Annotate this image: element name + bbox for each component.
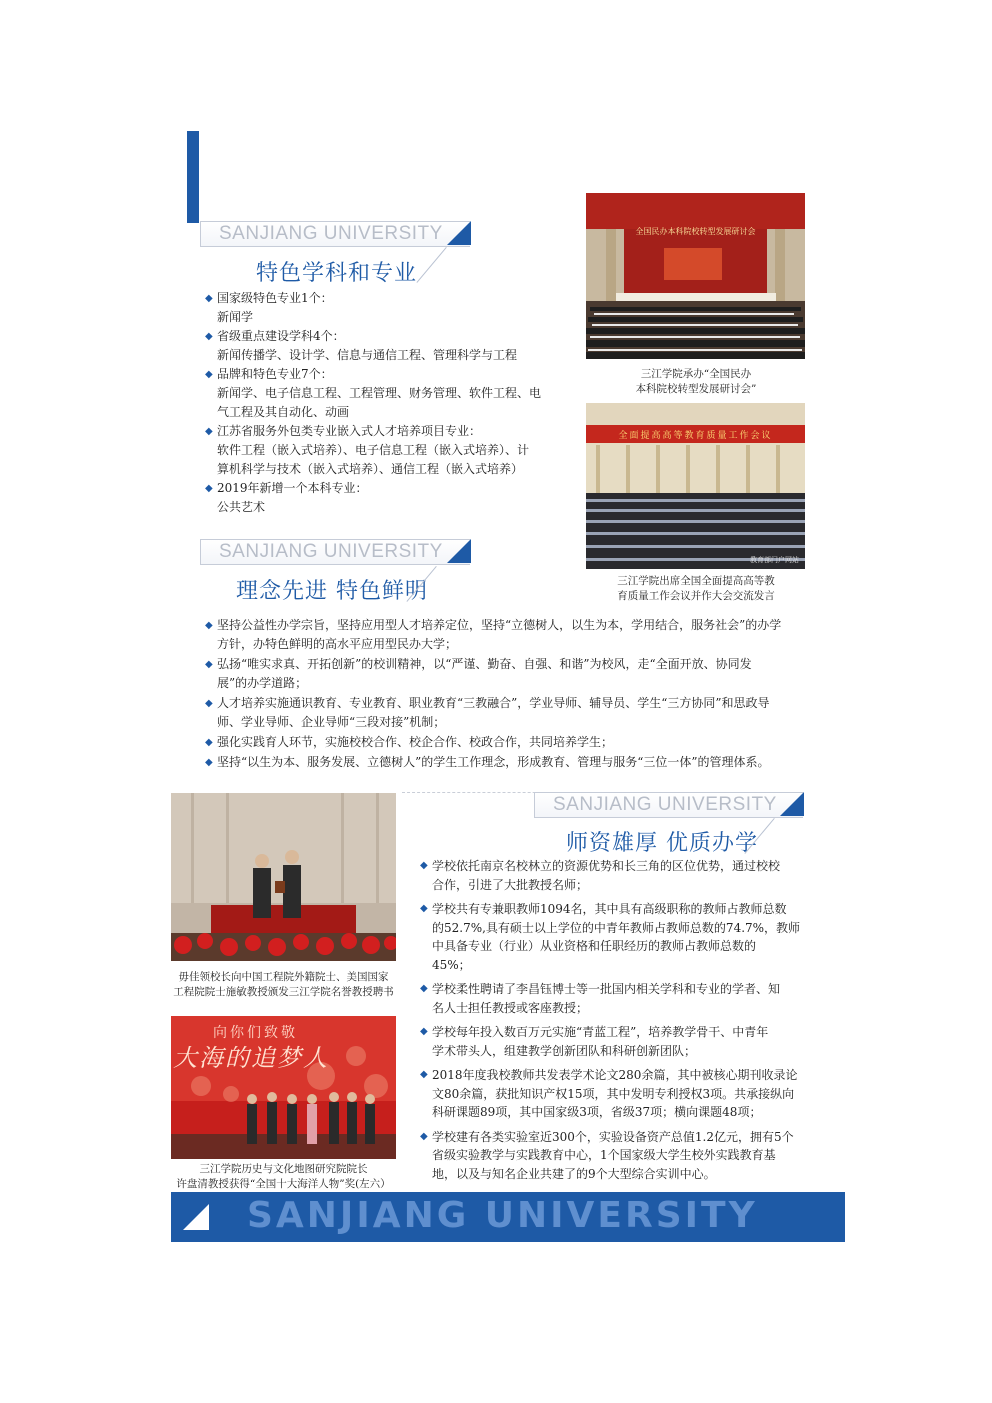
- item-text: 学校依托南京名校林立的资源优势和长三角的区位优势，通过校校: [432, 859, 781, 873]
- section-banner: [200, 539, 470, 565]
- section-title: 师资雄厚 优质办学: [566, 831, 758, 856]
- item-text: 文80余篇，获批知识产权15项，其中发明专利授权3项。共承接纵向: [432, 1086, 795, 1101]
- item-text: 名人士担任教授或客座教授；: [432, 1000, 589, 1015]
- bullet-icon: ◆: [420, 903, 428, 914]
- banner-text: SANJIANG UNIVERSITY: [219, 541, 443, 562]
- caption-line: 三江学院历史与文化地图研究院院长: [199, 1163, 368, 1175]
- bullet-icon: ◆: [205, 331, 213, 342]
- list-item: [205, 753, 805, 772]
- item-heading: 江苏省服务外包类专业嵌入式人才培养项目专业：: [217, 424, 482, 438]
- banner-text: SANJIANG UNIVERSITY: [219, 223, 443, 244]
- item-text: 学校柔性聘请了李昌钰博士等一批国内相关学科和专业的学者、知: [432, 982, 781, 996]
- list-item: [205, 655, 805, 693]
- item-text: 气工程及其自动化、动画: [217, 405, 350, 419]
- item-text: 新闻学、电子信息工程、工程管理、财务管理、软件工程、电: [217, 386, 542, 400]
- conference-photo-2: [586, 403, 805, 569]
- specialty-list: [205, 289, 575, 517]
- banner-triangle: [447, 221, 471, 245]
- bullet-icon: ◆: [420, 1069, 428, 1080]
- screen-banner-line1: 向你们致敬: [213, 1025, 298, 1041]
- photo-caption: [171, 970, 396, 1000]
- item-text: 师、学业导师、企业导师“三段对接”机制；: [217, 715, 446, 729]
- watermark: 教育部门户网站: [750, 556, 799, 564]
- item-text: 45%；: [432, 957, 471, 972]
- item-text: 新闻传播学、设计学、信息与通信工程、管理科学与工程: [217, 348, 518, 362]
- award-photo-2: [171, 1016, 396, 1159]
- list-item: [205, 616, 805, 654]
- banner-triangle: [447, 539, 471, 563]
- item-heading: 省级重点建设学科4个：: [217, 329, 345, 343]
- list-item: [420, 980, 804, 1017]
- award-photo-1: [171, 793, 396, 961]
- screen-text: 全国民办本科院校转型发展研讨会: [635, 227, 756, 236]
- photo-caption: [171, 1162, 396, 1192]
- bullet-icon: ◆: [205, 757, 213, 768]
- bullet-icon: ◆: [420, 1130, 428, 1142]
- item-text: 学校建有各类实验室近300个，实验设备资产总值1.2亿元，拥有5个: [432, 1129, 794, 1144]
- item-text: 的52.7%,具有硕士以上学位的中青年教师占教师总数的74.7%，教师: [432, 920, 801, 935]
- list-item: [205, 365, 575, 422]
- section-banner: [200, 221, 470, 247]
- caption-line: 本科院校转型发展研讨会”: [635, 383, 757, 395]
- accent-bar: [187, 131, 199, 223]
- bullet-icon: ◆: [205, 620, 213, 631]
- item-text: 方针，办特色鲜明的高水平应用型民办大学；: [217, 637, 458, 651]
- item-text: 人才培养实施通识教育、专业教育、职业教育“三教融合”，学业导师、辅导员、学生“三方协同”和思政导: [217, 696, 770, 710]
- item-text: 2018年度我校教师共发表学术论文280余篇，其中被核心期刊收录论: [432, 1068, 798, 1082]
- caption-line: 毋佳领校长向中国工程院外籍院士、美国国家: [178, 971, 389, 983]
- bullet-icon: ◆: [205, 659, 213, 670]
- item-text: 坚持公益性办学宗旨，坚持应用型人才培养定位，坚持“立德树人，以生为本，学用结合，服务社会”的办学: [217, 618, 782, 632]
- bullet-icon: ◆: [420, 1026, 428, 1037]
- item-text: 合作，引进了大批教授名师；: [432, 877, 589, 892]
- item-text: 公共艺术: [217, 500, 266, 514]
- screen-text: 全面提高高等教育质量工作会议: [618, 431, 773, 441]
- list-item: [205, 327, 575, 365]
- item-text: 坚持“以生为本、服务发展、立德树人”的学生工作理念，形成教育、管理与服务“三位一体”的管理体系。: [217, 755, 770, 769]
- bullet-icon: ◆: [420, 860, 428, 871]
- bullet-icon: ◆: [205, 293, 213, 304]
- caption-line: 工程院院士施敏教授颁发三江学院名誉教授聘书: [173, 986, 394, 998]
- list-item: [420, 1066, 804, 1122]
- footer-triangle: [183, 1204, 209, 1230]
- item-text: 新闻学: [217, 310, 254, 324]
- item-text: 省级实验教学与实践教育中心，1个国家级大学生校外实践教育基: [432, 1148, 776, 1162]
- bullet-icon: ◆: [205, 737, 213, 748]
- faculty-list: [420, 857, 804, 1189]
- conference-photo-1: [586, 193, 805, 359]
- item-text: 学术带头人，组建教学创新团队和科研创新团队；: [432, 1043, 697, 1058]
- list-item: [205, 733, 805, 752]
- photo-caption: [596, 574, 796, 604]
- philosophy-list: [205, 616, 805, 773]
- banner-text: SANJIANG UNIVERSITY: [553, 794, 777, 815]
- footer-text: SANJIANG UNIVERSITY: [247, 1195, 758, 1236]
- caption-line: 三江学院出席全国全面提高高等教: [617, 575, 775, 587]
- list-item: [205, 289, 575, 327]
- section-title: 理念先进 特色鲜明: [236, 579, 428, 604]
- item-heading: 2019年新增一个本科专业：: [217, 481, 368, 495]
- list-item: [205, 694, 805, 732]
- item-text: 软件工程（嵌入式培养）、电子信息工程（嵌入式培养）、计: [217, 443, 530, 457]
- screen-banner-line2: 大海的追梦人: [173, 1044, 329, 1072]
- list-item: [420, 1023, 804, 1060]
- caption-line: 许盘清教授获得“全国十大海洋人物”奖(左六）: [176, 1178, 391, 1190]
- list-item: [205, 479, 575, 517]
- title-divider: [416, 247, 446, 283]
- bullet-icon: ◆: [205, 369, 213, 380]
- bullet-icon: ◆: [205, 426, 213, 437]
- item-heading: 品牌和特色专业7个：: [217, 367, 333, 381]
- bullet-icon: ◆: [205, 483, 213, 494]
- bullet-icon: ◆: [205, 698, 213, 709]
- footer-banner: [171, 1192, 845, 1242]
- item-text: 算机科学与技术（嵌入式培养）、通信工程（嵌入式培养）: [217, 462, 524, 476]
- bullet-icon: ◆: [420, 983, 428, 994]
- caption-line: 育质量工作会议并作大会交流发言: [617, 590, 775, 602]
- list-item: [205, 422, 575, 479]
- item-text: 地，以及与知名企业共建了的9个大型综合实训中心。: [432, 1166, 716, 1181]
- item-text: 学校共有专兼职教师1094名，其中具有高级职称的教师占教师总数: [432, 902, 787, 916]
- item-heading: 国家级特色专业1个：: [217, 291, 333, 305]
- section-title: 特色学科和专业: [256, 261, 418, 286]
- section-banner: [534, 792, 803, 818]
- photo-caption: [600, 367, 792, 397]
- banner-triangle: [780, 792, 804, 816]
- item-text: 弘扬“唯实求真、开拓创新”的校训精神，以“严谨、勤奋、自强、和谐”为校风，走“全面开放、协同发: [217, 657, 752, 671]
- list-item: [420, 900, 804, 974]
- list-item: [420, 1128, 804, 1184]
- caption-line: 三江学院承办“全国民办: [640, 368, 752, 380]
- item-text: 强化实践育人环节，实施校校合作、校企合作、校政合作，共同培养学生；: [217, 735, 614, 749]
- item-text: 中具备专业（行业）从业资格和任职经历的教师占教师总数的: [432, 939, 757, 953]
- item-text: 科研课题89项，其中国家级3项，省级37项；横向课题48项；: [432, 1105, 762, 1119]
- item-text: 展”的办学道路；: [217, 676, 308, 690]
- item-text: 学校每年投入数百万元实施“青蓝工程”，培养教学骨干、中青年: [432, 1025, 769, 1039]
- list-item: [420, 857, 804, 894]
